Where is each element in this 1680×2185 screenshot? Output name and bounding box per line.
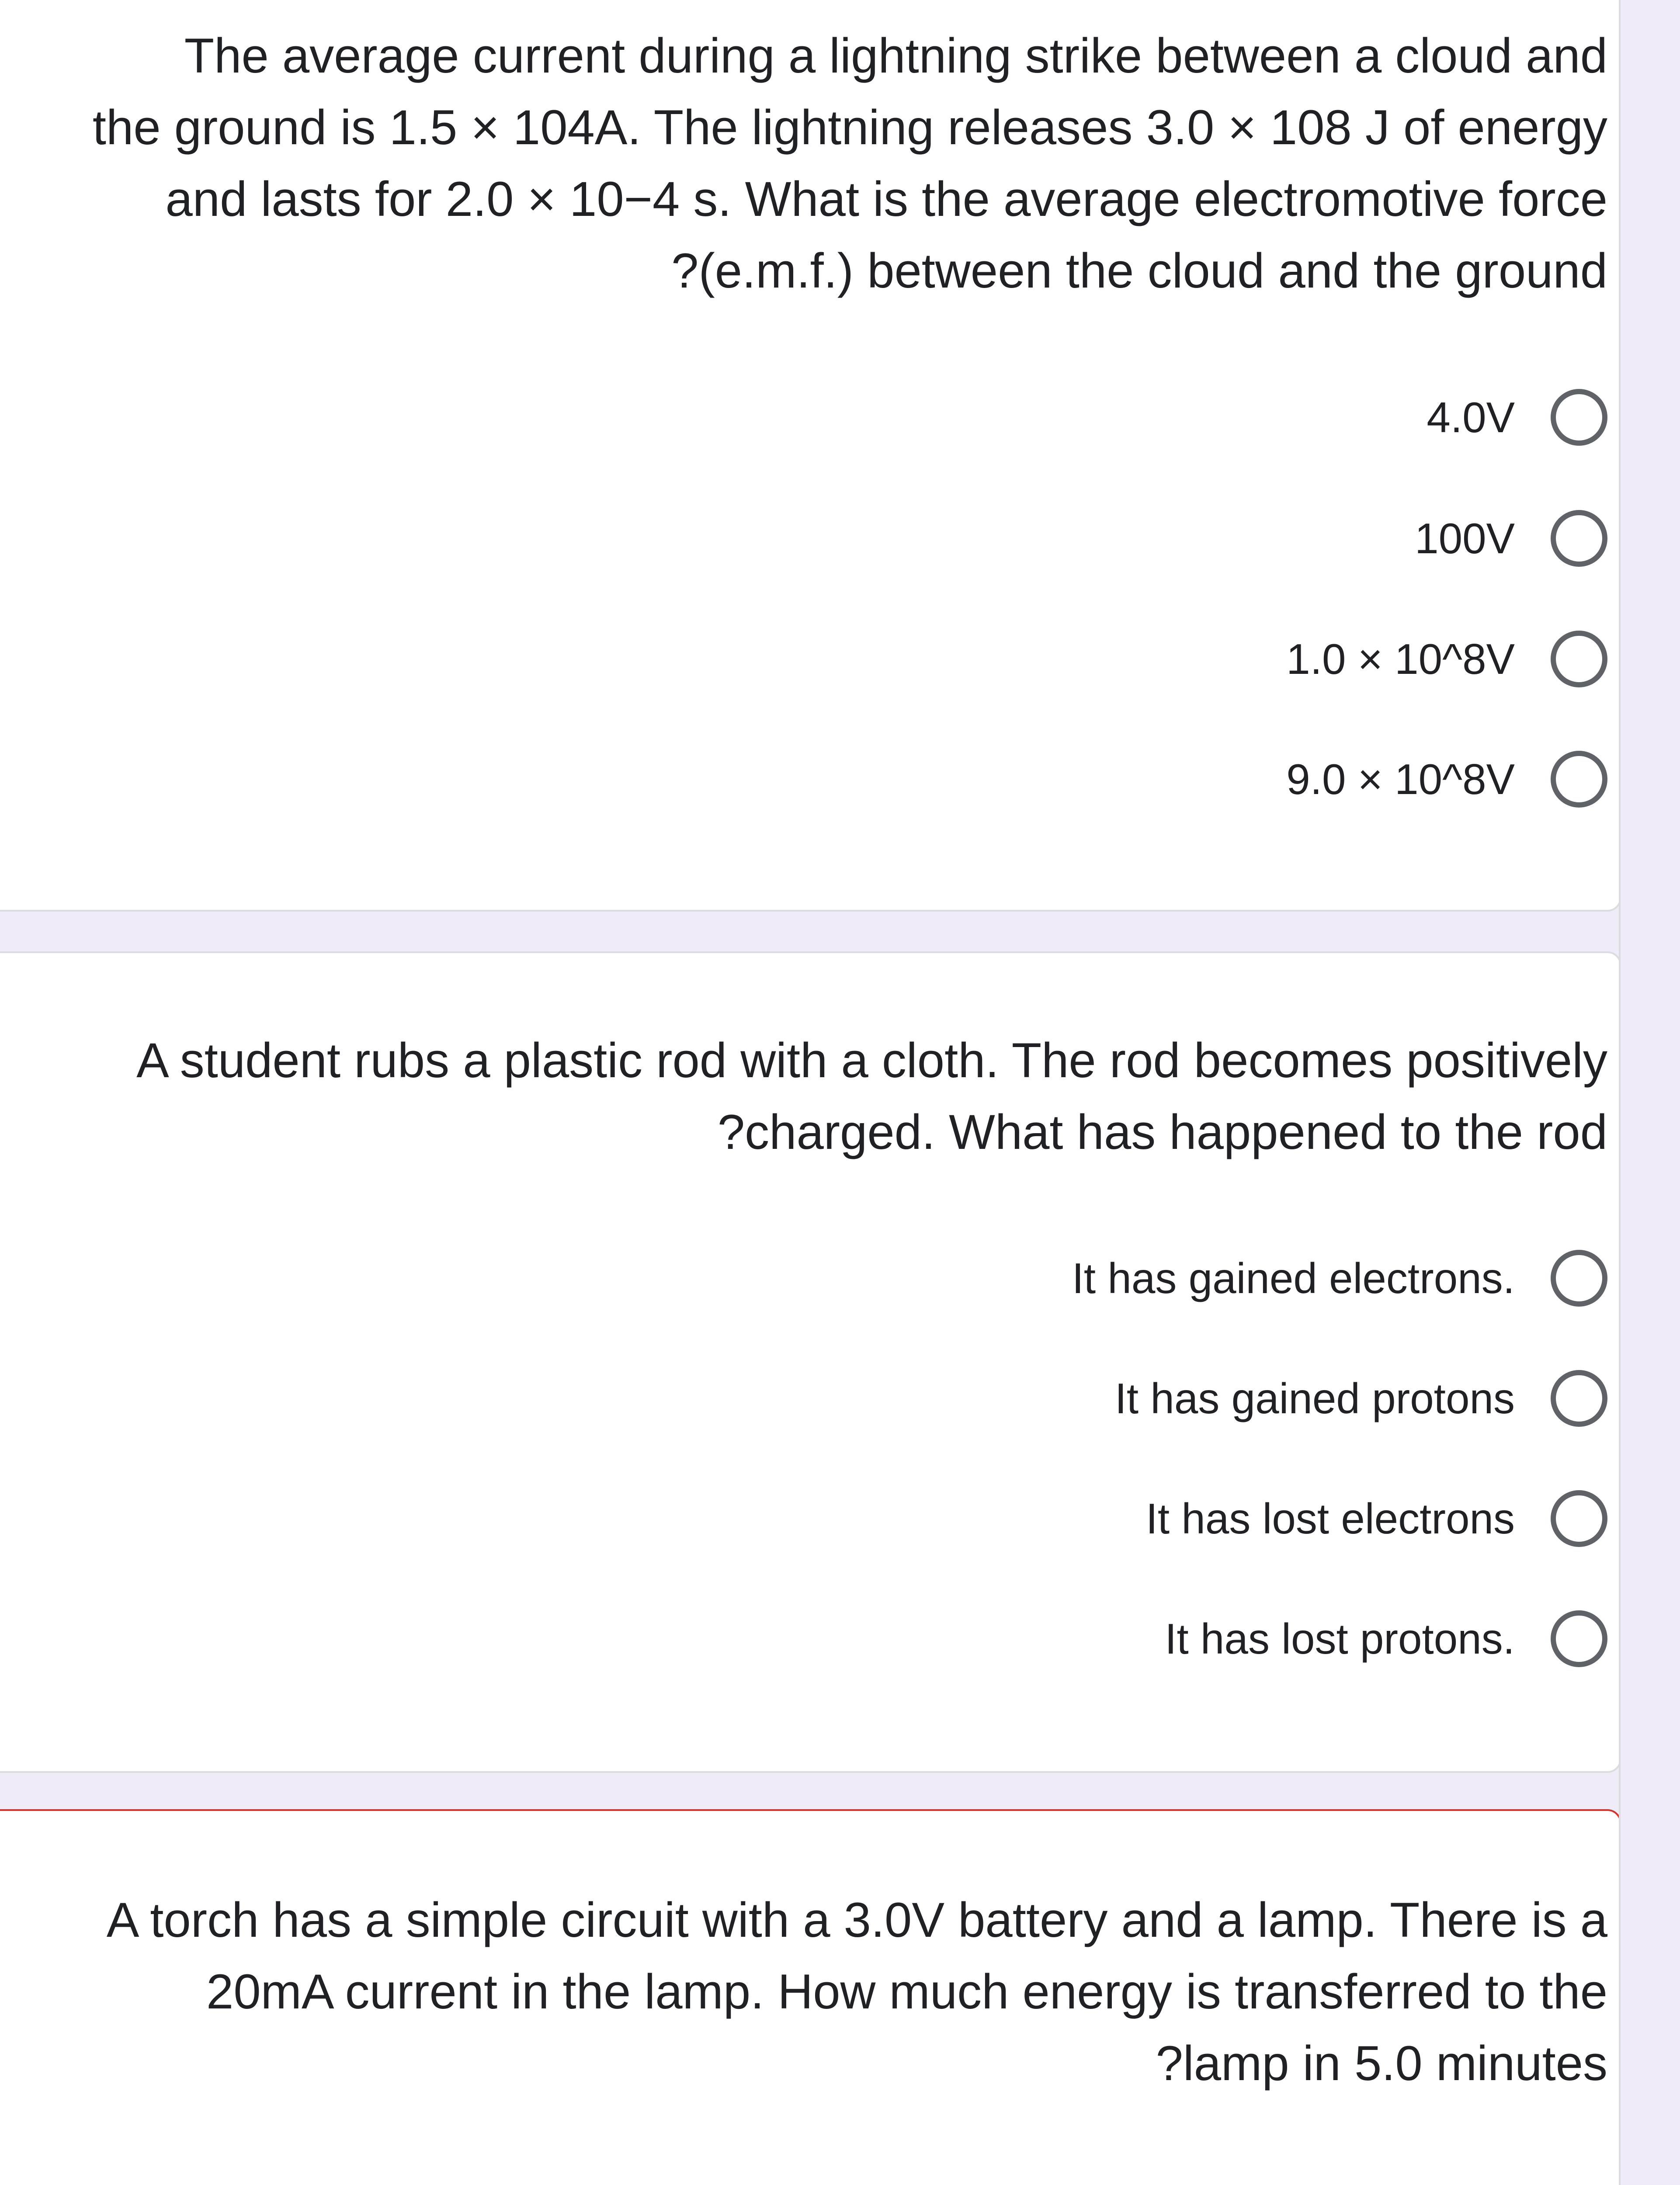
- option-label: It has gained electrons.: [1072, 1254, 1515, 1302]
- radio-button[interactable]: [1551, 389, 1607, 446]
- question-1-option-4[interactable]: [1286, 749, 1607, 810]
- question-2-option-3[interactable]: [1146, 1488, 1607, 1549]
- question-1-line-3: and lasts for 2.0 × 10−4 s. What is the average electromotive force: [165, 172, 1607, 226]
- radio-button[interactable]: [1551, 510, 1607, 567]
- question-2-line-1: A student rubs a plastic rod with a cloth. The rod becomes positively: [136, 1033, 1607, 1088]
- question-1-option-3[interactable]: [1286, 628, 1607, 690]
- question-3-line-1: A torch has a simple circuit with a 3.0V battery and a lamp. There is a: [106, 1893, 1607, 1947]
- question-3-line-2: 20mA current in the lamp. How much energy is transferred to the: [206, 1964, 1607, 2019]
- option-label: It has gained protons: [1114, 1374, 1515, 1422]
- option-label: 1.0 × 10^8V: [1286, 635, 1515, 683]
- option-label: 100V: [1415, 514, 1515, 562]
- radio-button[interactable]: [1551, 1490, 1607, 1547]
- question-2-option-1[interactable]: [1072, 1248, 1607, 1309]
- question-1-line-2: the ground is 1.5 × 104A. The lightning releases 3.0 × 108 J of energy: [92, 100, 1607, 155]
- question-1-option-1[interactable]: [1427, 387, 1607, 448]
- option-label: It has lost protons.: [1165, 1615, 1515, 1663]
- question-1-line-4: ?(e.m.f.) between the cloud and the ground: [671, 243, 1607, 298]
- radio-button[interactable]: [1551, 1610, 1607, 1667]
- radio-button[interactable]: [1551, 1370, 1607, 1427]
- page-right-margin: [1619, 0, 1680, 2185]
- question-text-3: [107, 1884, 1607, 2099]
- question-2-line-2: ?charged. What has happened to the rod: [717, 1105, 1607, 1159]
- radio-button[interactable]: [1551, 751, 1607, 808]
- question-2-option-4[interactable]: [1165, 1608, 1607, 1669]
- question-2-option-2[interactable]: [1115, 1368, 1607, 1429]
- question-1-option-2[interactable]: [1415, 508, 1607, 569]
- radio-button[interactable]: [1551, 1250, 1607, 1307]
- question-text-1: [93, 20, 1607, 307]
- radio-button[interactable]: [1551, 631, 1607, 687]
- question-3-line-3: ?lamp in 5.0 minutes: [1156, 2036, 1607, 2091]
- option-label: 4.0V: [1427, 393, 1515, 441]
- option-label: It has lost electrons: [1145, 1495, 1515, 1543]
- question-text-2: [136, 1025, 1607, 1168]
- option-label: 9.0 × 10^8V: [1286, 755, 1515, 803]
- question-1-line-1: The average current during a lightning strike between a cloud and: [184, 28, 1607, 83]
